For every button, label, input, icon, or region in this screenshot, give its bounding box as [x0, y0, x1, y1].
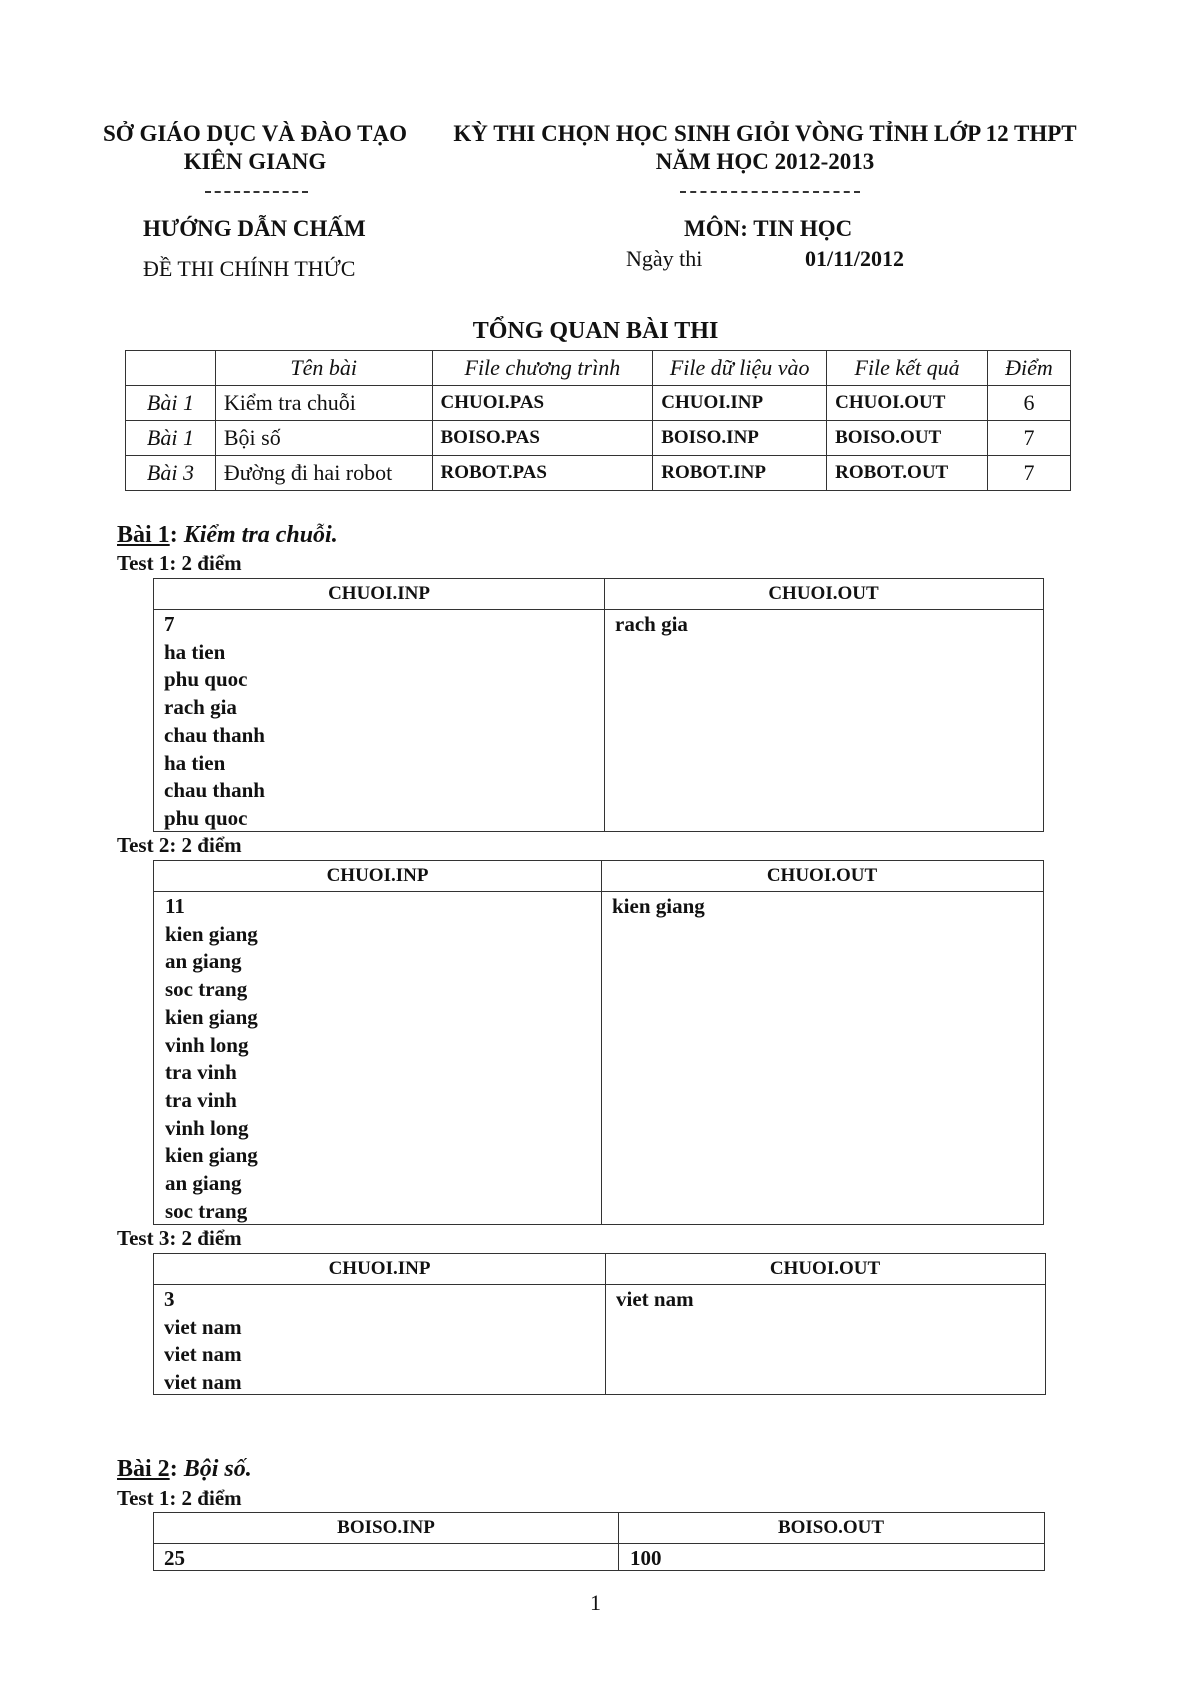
column-divider — [604, 579, 605, 831]
input-line: viet nam — [164, 1314, 242, 1339]
output-line: viet nam — [616, 1287, 694, 1311]
overview-header-cell: File chương trình — [432, 351, 653, 386]
test-label: Test 3: 2 điểm — [117, 1226, 242, 1250]
table-header — [154, 861, 1043, 892]
input-line: 3 — [164, 1287, 175, 1311]
exam-date-label: Ngày thi — [626, 246, 703, 271]
test-label: Test 2: 2 điểm — [117, 833, 242, 857]
test-io-table — [153, 1253, 1046, 1395]
section-heading-bai1: Bài 1: Kiểm tra chuỗi. — [117, 522, 338, 548]
column-divider — [605, 1254, 606, 1394]
input-line: chau thanh — [164, 778, 265, 803]
output-file: ROBOT.OUT — [827, 456, 988, 491]
output-content — [630, 1545, 662, 1573]
section-title: Kiểm tra chuỗi. — [183, 522, 338, 548]
output-line: rach gia — [615, 612, 688, 636]
input-line: kien giang — [165, 921, 258, 946]
input-line: 7 — [164, 612, 175, 636]
input-line: an giang — [165, 1171, 242, 1196]
table-header — [154, 1513, 1044, 1544]
test-io-table — [153, 860, 1044, 1225]
input-line: ha tien — [164, 750, 226, 775]
table-header — [154, 1254, 1045, 1285]
department-name — [95, 120, 415, 176]
overview-title: TỔNG QUAN BÀI THI — [472, 318, 719, 344]
output-line: 100 — [630, 1546, 662, 1570]
score: 7 — [988, 421, 1071, 456]
overview-header-cell: Tên bài — [215, 351, 432, 386]
exam-date-value: 01/11/2012 — [805, 246, 905, 271]
guide-title: HƯỚNG DẪN CHẤM — [143, 216, 366, 241]
input-line: soc trang — [165, 977, 248, 1002]
input-header: CHUOI.INP — [328, 583, 430, 604]
input-line: vinh long — [165, 1115, 249, 1140]
table-row — [126, 421, 1071, 456]
input-file: CHUOI.INP — [653, 386, 827, 421]
right-divider — [680, 191, 860, 193]
problem-name: Bội số — [215, 421, 432, 456]
output-line: kien giang — [612, 894, 705, 918]
input-header: CHUOI.INP — [328, 1258, 431, 1279]
input-line: soc trang — [165, 1198, 248, 1223]
input-line: kien giang — [165, 1004, 258, 1029]
table-row — [126, 456, 1071, 491]
input-line: 11 — [165, 894, 185, 918]
score: 7 — [988, 456, 1071, 491]
input-line: phu quoc — [164, 805, 248, 830]
program-file: BOISO.PAS — [432, 421, 653, 456]
input-line: kien giang — [165, 1143, 258, 1168]
table-row — [126, 386, 1071, 421]
input-content — [164, 611, 265, 833]
exam-title-line1: KỲ THI CHỌN HỌC SINH GIỎI VÒNG TỈNH LỚP 12 THPT — [453, 121, 1077, 146]
program-file: ROBOT.PAS — [432, 456, 653, 491]
problem-name: Kiểm tra chuỗi — [215, 386, 432, 421]
problem-number: Bài 1 — [126, 421, 216, 456]
exam-title-line2: NĂM HỌC 2012-2013 — [655, 149, 875, 174]
input-line: an giang — [165, 949, 242, 974]
problem-number: Bài 3 — [126, 456, 216, 491]
input-content — [165, 893, 258, 1225]
output-content — [612, 893, 705, 921]
official-label: ĐỀ THI CHÍNH THỨC — [143, 256, 356, 281]
input-header: BOISO.INP — [337, 1517, 435, 1538]
output-header: CHUOI.OUT — [768, 583, 879, 604]
overview-header-cell: File kết quả — [827, 351, 988, 386]
score: 6 — [988, 386, 1071, 421]
input-line: rach gia — [164, 695, 237, 720]
page-number: 1 — [590, 1590, 601, 1615]
department-line2: KIÊN GIANG — [183, 149, 327, 174]
overview-header-cell: File dữ liệu vào — [653, 351, 827, 386]
department-line1: SỞ GIÁO DỤC VÀ ĐÀO TẠO — [103, 121, 407, 146]
input-line: ha tien — [164, 639, 226, 664]
input-content — [164, 1286, 242, 1397]
input-content — [164, 1545, 185, 1573]
input-line: viet nam — [164, 1342, 242, 1367]
output-content — [615, 611, 688, 639]
output-file: BOISO.OUT — [827, 421, 988, 456]
subject-label: MÔN: TIN HỌC — [684, 216, 853, 241]
column-divider — [601, 861, 602, 1224]
problem-name: Đường đi hai robot — [215, 456, 432, 491]
column-divider — [618, 1513, 619, 1570]
test-label: Test 1: 2 điểm — [117, 551, 242, 575]
section-heading-bai2: Bài 2: Bội số. — [117, 1456, 252, 1482]
left-divider — [205, 191, 308, 193]
input-line: tra vinh — [165, 1087, 237, 1112]
overview-header-row — [126, 351, 1071, 386]
output-header: CHUOI.OUT — [769, 1258, 881, 1279]
input-header: CHUOI.INP — [326, 865, 429, 886]
input-line: viet nam — [164, 1370, 242, 1395]
overview-table — [125, 350, 1071, 491]
section-label: Bài 2 — [117, 1456, 170, 1482]
output-header: BOISO.OUT — [777, 1517, 885, 1538]
input-line: tra vinh — [165, 1060, 237, 1085]
problem-number: Bài 1 — [126, 386, 216, 421]
overview-header-cell: Điểm — [988, 351, 1071, 386]
output-file: CHUOI.OUT — [827, 386, 988, 421]
input-line: vinh long — [165, 1032, 249, 1057]
program-file: CHUOI.PAS — [432, 386, 653, 421]
test-io-table — [153, 1512, 1045, 1571]
exam-title — [435, 120, 1095, 176]
overview-header-cell — [126, 351, 216, 386]
input-file: ROBOT.INP — [653, 456, 827, 491]
input-file: BOISO.INP — [653, 421, 827, 456]
input-line: 25 — [164, 1546, 185, 1570]
output-content — [616, 1286, 694, 1314]
input-line: chau thanh — [164, 722, 265, 747]
input-line: phu quoc — [164, 667, 248, 692]
section-label: Bài 1 — [117, 522, 170, 548]
output-header: CHUOI.OUT — [766, 865, 878, 886]
test-io-table — [153, 578, 1044, 832]
table-header — [154, 579, 1043, 610]
section-title: Bội số. — [183, 1456, 252, 1482]
test-label: Test 1: 2 điểm — [117, 1486, 242, 1510]
